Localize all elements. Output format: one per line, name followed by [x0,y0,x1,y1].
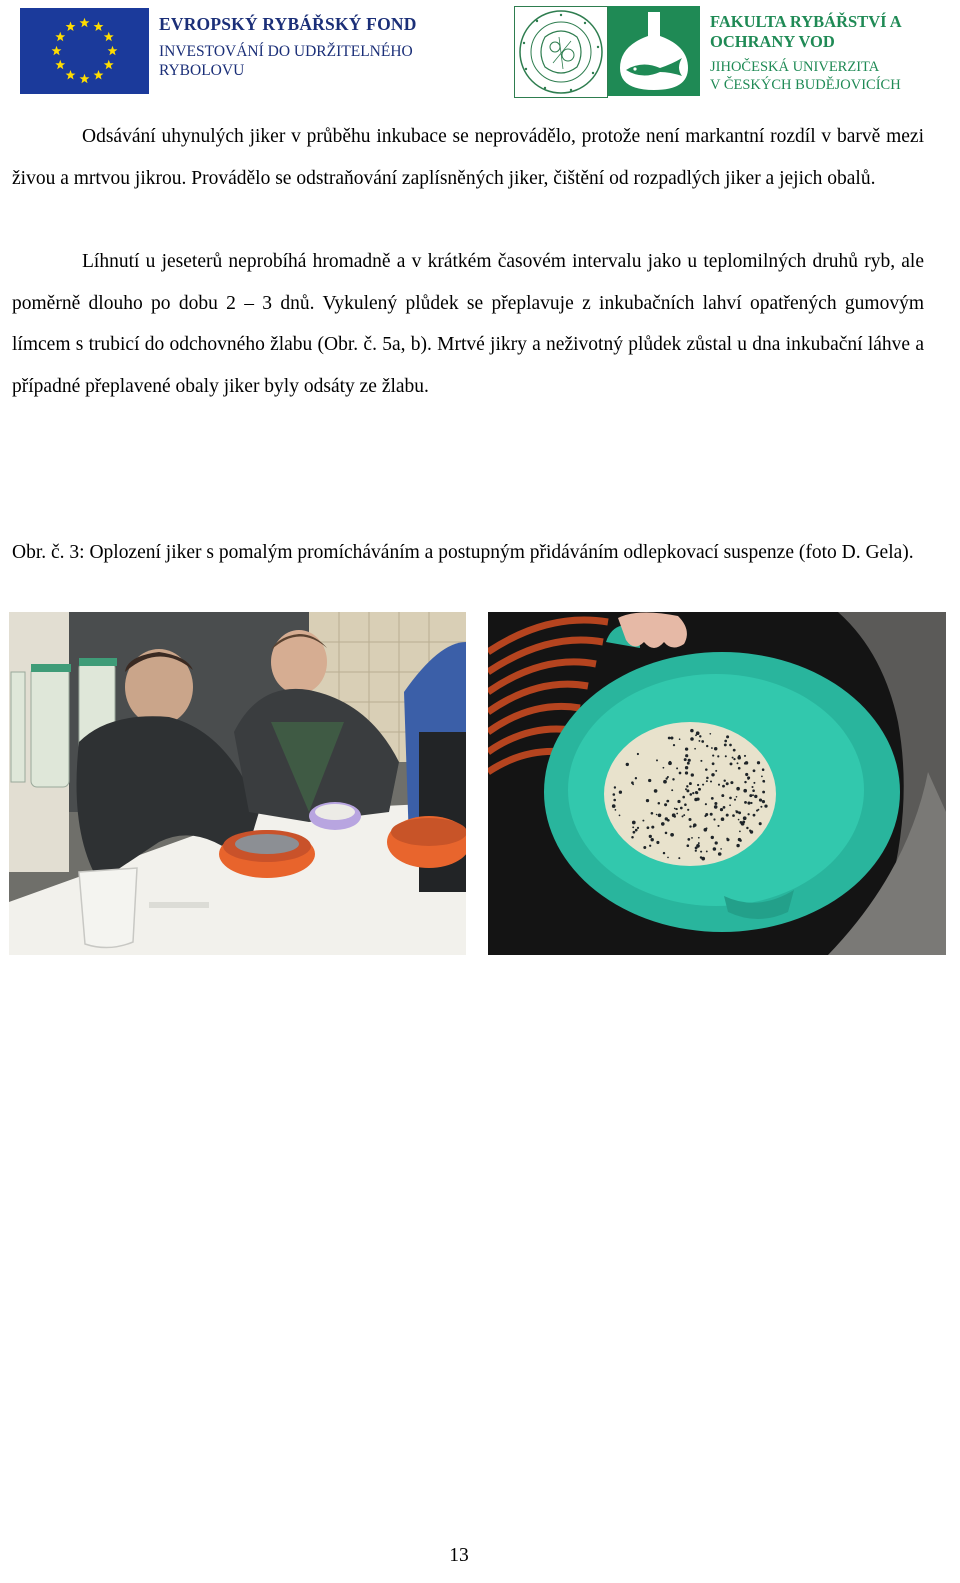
photo-basin-with-eggs [488,612,946,955]
figure-caption: Obr. č. 3: Oplození jiker s pomalým promícháváním a postupným přidáváním odlepkovací suspenze (foto D. Gela). [12,542,914,563]
fund-subtitle [159,42,413,80]
page-header [0,0,960,104]
university-seal-logo [514,6,608,98]
fund-title: EVROPSKÝ RYBÁŘSKÝ FOND [159,14,417,34]
paragraph-1-text: Odsávání uhynulých jiker v průběhu inkubace se neprovádělo, protože není markantní rozdíl v barvě mezi živou a mrtvou jikrou. Provádělo se odstraňování zaplísněných jiker, čištění od rozpadlých jiker a jejich obalů. [12,126,924,189]
fund-subtitle-line1: INVESTOVÁNÍ DO UDRŽITELNÉHO [159,43,413,60]
paragraph-2 [12,241,924,407]
university-name [710,58,901,94]
university-name-line1: JIHOČESKÁ UNIVERZITA [710,59,880,75]
faculty-title-line2: OCHRANY VOD [710,32,835,51]
page-number: 13 [449,1545,469,1566]
photo-fertilization-lab [9,612,466,955]
paragraph-1 [12,116,924,199]
faculty-title [710,12,902,52]
university-name-line2: V ČESKÝCH BUDĚJOVICÍCH [710,77,901,93]
paragraph-2-text: Líhnutí u jeseterů neprobíhá hromadně a v krátkém časovém intervalu jako u teplomilných druhů ryb, ale poměrně dlouho po dobu 2 – 3 dnů. Vykulený plůdek se přeplavuje z inkubačních lahví opatřených gumovým límcem s trubicí do odchovného žlabu (Obr. č. 5a, b). Mrtvé jikry a neživotný plůdek zůstal u dna inkubační láhve a případné přeplavené obaly jiker byly odsáty ze žlabu. [12,251,924,397]
fund-subtitle-line2: RYBOLOVU [159,62,245,79]
faculty-title-line1: FAKULTA RYBÁŘSTVÍ A [710,12,902,31]
eu-flag-logo [20,8,149,94]
faculty-flask-logo [608,6,700,96]
